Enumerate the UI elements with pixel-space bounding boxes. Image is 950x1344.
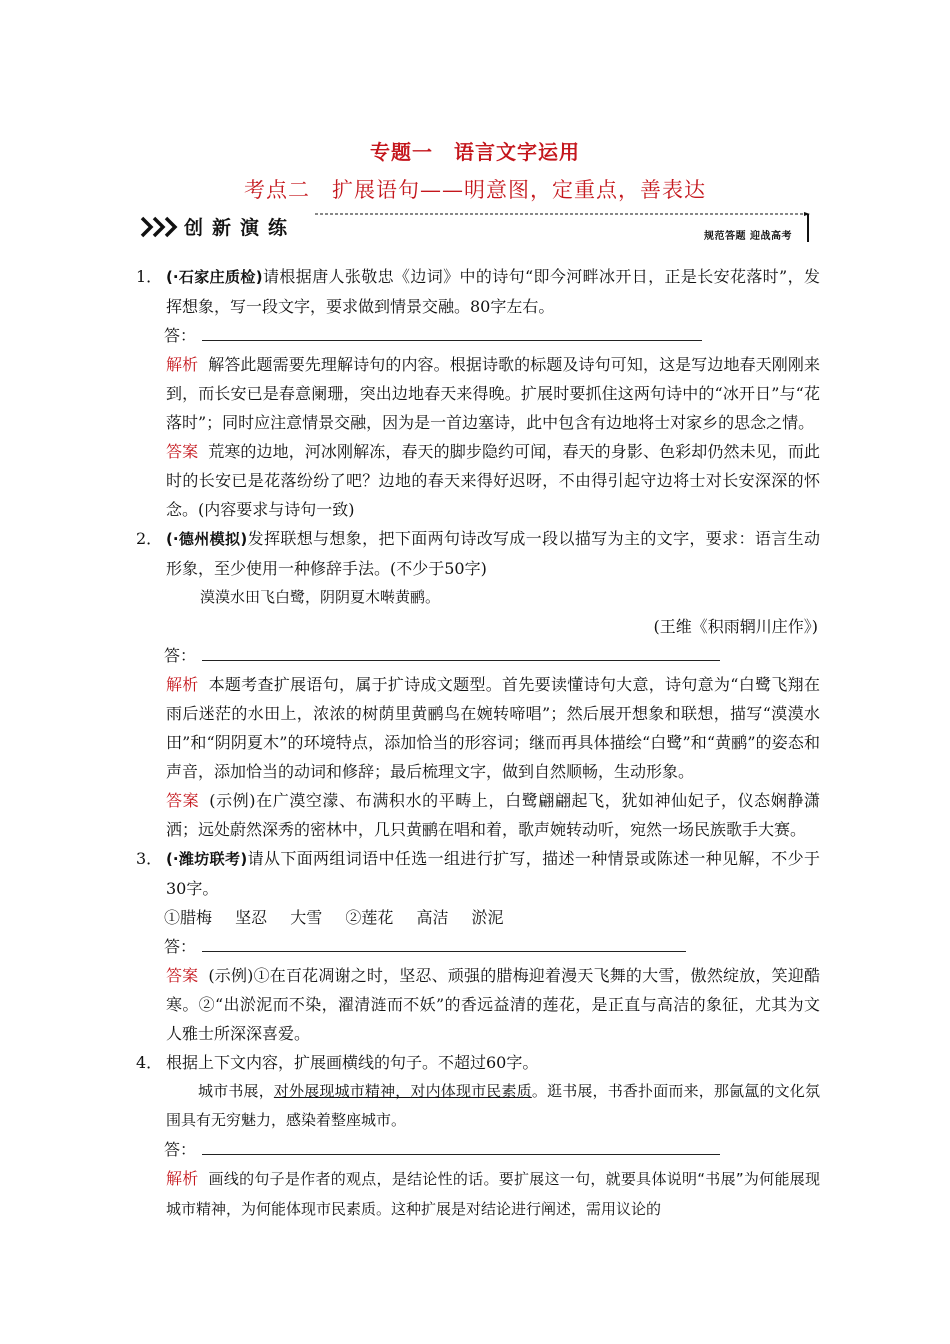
page-title: 专题一 语言文字运用 <box>370 140 580 164</box>
question-prompt: 发挥联想与想象，把下面两句诗改写成一段以描写为主的文字，要求：语言生动形象，至少使用一种修辞手法。(不少于50字) <box>166 529 820 578</box>
question-source: (·潍坊联考) <box>166 850 248 868</box>
question-2: 2． (·德州模拟)发挥联想与想象，把下面两句诗改写成一段以描写为主的文字，要求：语言生动形象，至少使用一种修辞手法。(不少于50字) <box>136 529 820 578</box>
analysis-label: 解析 <box>166 355 199 374</box>
answer-block: 答案 荒寒的边地，河冰刚解冻，春天的脚步隐约可闻，春天的身影、色彩却仍然未见，而此时的长安已是花落纷纷了吧？边地的春天来得好迟呀，不由得引起守边将士对长安深深的怀念。(内容要求与诗句一致) <box>166 442 820 519</box>
question-prompt: 根据上下文内容，扩展画横线的句子。不超过60字。 <box>166 1053 539 1072</box>
answer-blank[interactable] <box>202 1139 720 1155</box>
answer-label: 答案 <box>166 791 200 810</box>
option-word: 淤泥 <box>471 908 504 927</box>
answer-label: 答案 <box>166 966 199 985</box>
answer-line: 答： <box>136 321 820 350</box>
answer-blank[interactable] <box>202 645 720 661</box>
answer-blank[interactable] <box>202 325 702 341</box>
option-word: 高洁 <box>416 908 449 927</box>
analysis-block: 解析 画线的句子是作者的观点，是结论性的话。要扩展这一句，就要具体说明“书展”为何能展现城市精神，为何能体现市民素质。这种扩展是对结论进行阐述，需用议论的 <box>166 1169 820 1218</box>
question-source: (·德州模拟) <box>166 530 248 548</box>
answer-line: 答： <box>136 1135 820 1164</box>
underlined-sentence: 对外展现城市精神，对内体现市民素质 <box>273 1082 532 1100</box>
section-banner <box>140 212 810 242</box>
question-3: 3． (·潍坊联考)请从下面两组词语中任选一组进行扩写，描述一种情景或陈述一种见解，不少于30字。 <box>136 849 820 898</box>
question-prompt: 请根据唐人张敬忠《边词》中的诗句“即今河畔冰开日，正是长安花落时”，发挥想象，写一段文字，要求做到情景交融。80字左右。 <box>166 267 820 316</box>
page-subtitle: 考点二 扩展语句——明意图，定重点，善表达 <box>244 178 706 202</box>
analysis-block: 解析 解答此题需要先理解诗句的内容。根据诗歌的标题及诗句可知，这是写边地春天刚刚来到，而长安已是春意阑珊，突出边地春天来得晚。扩展时要抓住这两句诗中的“冰开日”与“花落时”；同时应注意情景交融，因为是一首边塞诗，此中包含有边地将士对家乡的思念之情。 <box>166 355 820 432</box>
answer-label: 答案 <box>166 442 199 461</box>
option-word: ①腊梅 <box>164 908 213 927</box>
answer-blank[interactable] <box>202 936 686 952</box>
word-options <box>136 903 820 932</box>
question-4: 4． 根据上下文内容，扩展画横线的句子。不超过60字。 <box>136 1053 539 1072</box>
option-word: ②莲花 <box>345 908 394 927</box>
question-source: (·石家庄质检) <box>166 268 263 286</box>
question-prompt: 请从下面两组词语中任选一组进行扩写，描述一种情景或陈述一种见解，不少于30字。 <box>166 849 820 898</box>
analysis-label: 解析 <box>166 675 199 694</box>
banner-title: 创新演练 <box>184 217 297 239</box>
answer-block: 答案 (示例)①在百花凋谢之时，坚忍、顽强的腊梅迎着漫天飞舞的大雪，傲然绽放，笑迎酷寒。②“出淤泥而不染，濯清涟而不妖”的香远益清的莲花，是正直与高洁的象征，尤其为文人雅士所深深喜爱。 <box>166 966 820 1043</box>
option-word: 坚忍 <box>235 908 268 927</box>
poem-line: 漠漠水田飞白鹭，阴阴夏木啭黄鹂。 <box>200 588 441 606</box>
answer-line: 答： <box>136 641 820 670</box>
answer-block: 答案 (示例)在广漠空濛、布满积水的平畴上，白鹭翩翩起飞，犹如神仙妃子，仪态娴静潇洒；远处蔚然深秀的密林中，几只黄鹂在唱和着，歌声婉转动听，宛然一场民族歌手大赛。 <box>166 791 820 839</box>
question-1: 1． (·石家庄质检)请根据唐人张敬忠《边词》中的诗句“即今河畔冰开日，正是长安花落时”，发挥想象，写一段文字，要求做到情景交融。80字左右。 <box>136 267 820 316</box>
analysis-block: 解析 本题考查扩展语句，属于扩诗成文题型。首先要读懂诗句大意，诗句意为“白鹭飞翔在雨后迷茫的水田上，浓浓的树荫里黄鹂鸟在婉转啼唱”；然后展开想象和联想，描写“漠漠水田”和“阴阴夏木”的环境特点，添加恰当的形容词；继而再具体描绘“白鹭”和“黄鹂”的姿态和声音，添加恰当的动词和修辞；最后梳理文字，做到自然顺畅，生动形象。 <box>166 675 820 781</box>
option-word: 大雪 <box>290 908 323 927</box>
answer-line: 答： <box>136 932 820 961</box>
passage: 城市书展，对外展现城市精神，对内体现市民素质。逛书展，书香扑面而来，那氤氲的文化氛围具有无穷魅力，感染着整座城市。 <box>166 1082 820 1129</box>
banner-slogan: 规范答题 迎战高考 <box>704 231 792 242</box>
poem-source: (王维《积雨辋川庄作》) <box>653 617 818 636</box>
analysis-label: 解析 <box>166 1169 199 1188</box>
exercise-list <box>136 262 820 1224</box>
